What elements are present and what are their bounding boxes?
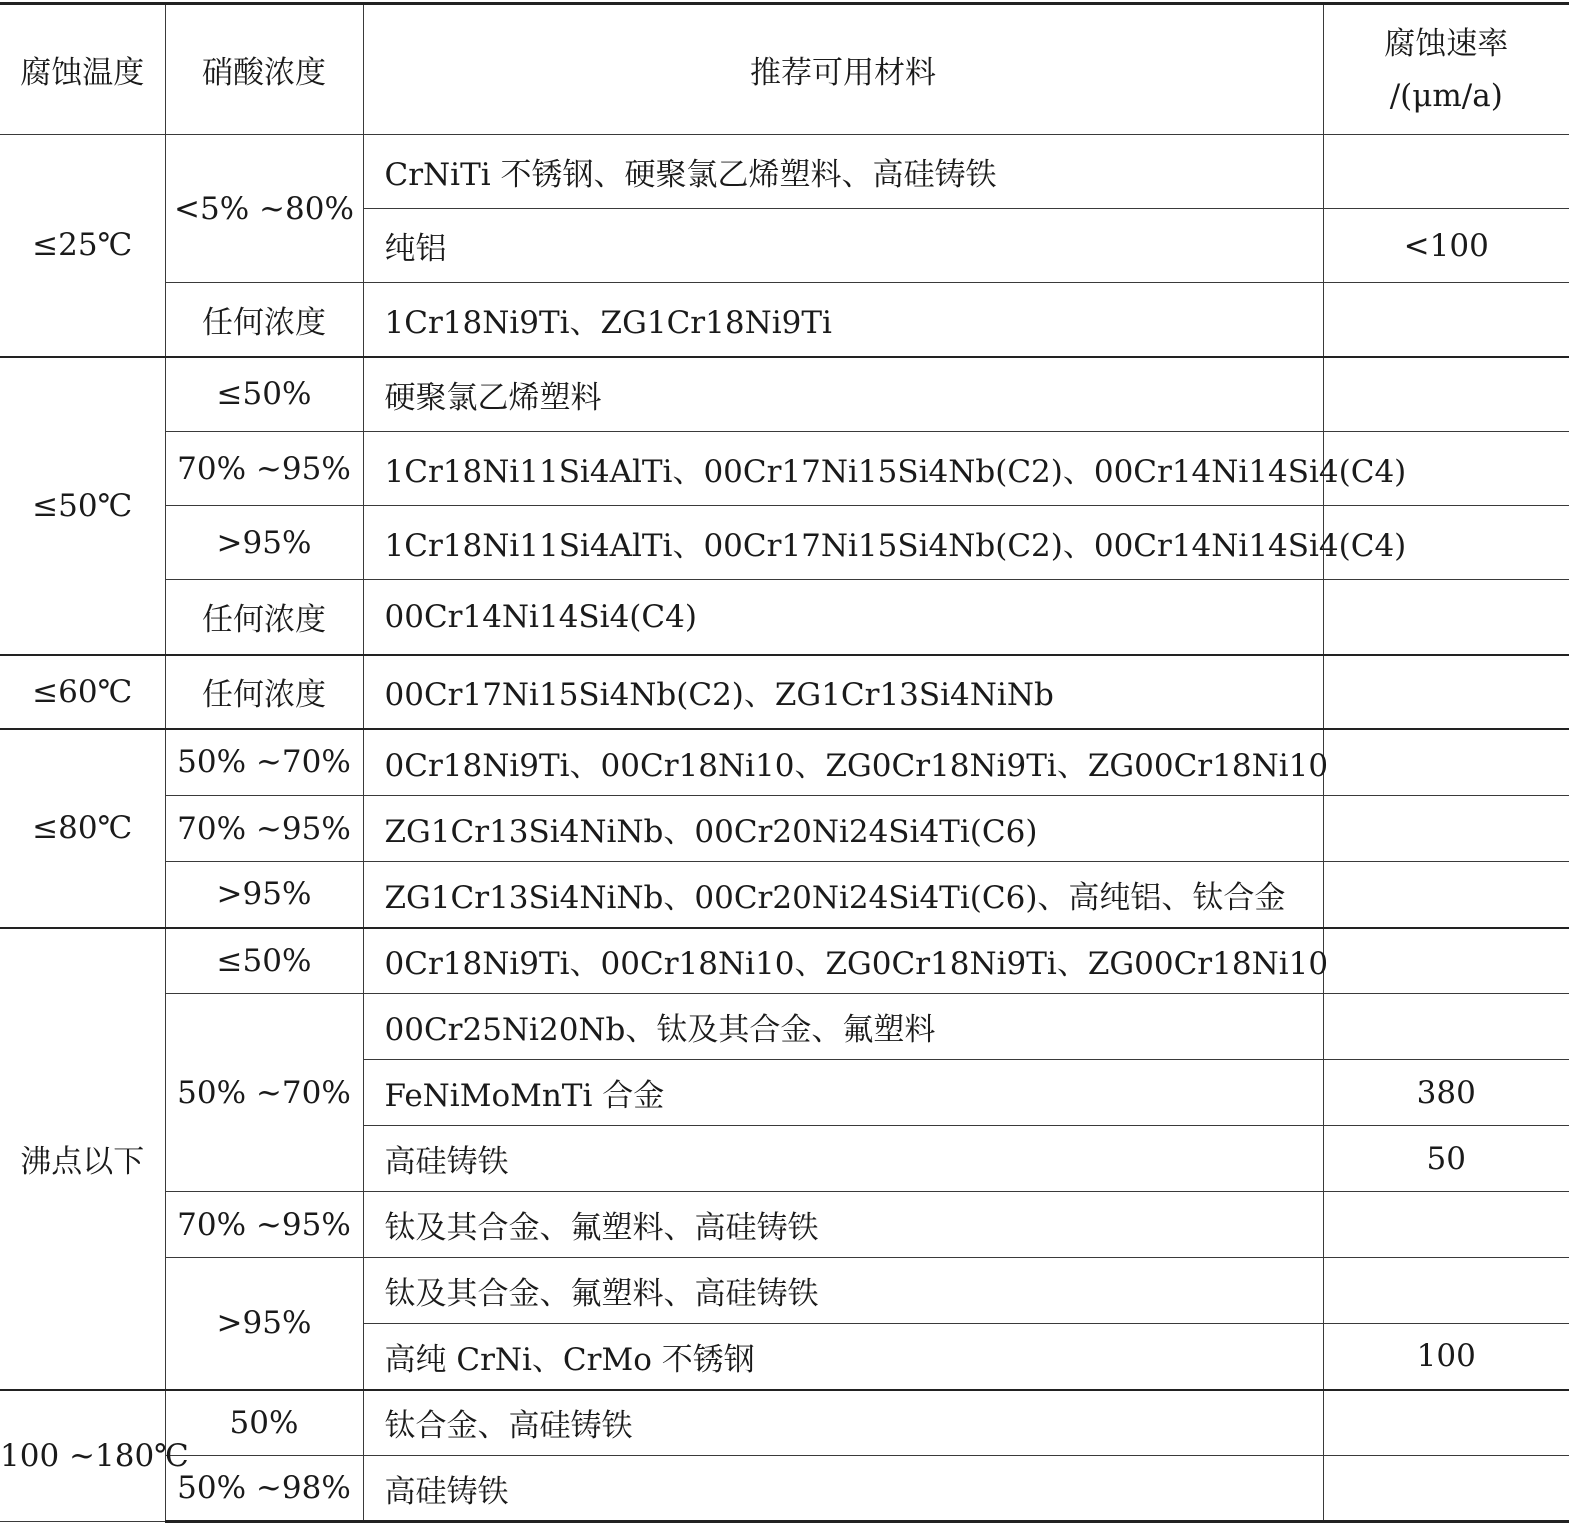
material-cell: 钛及其合金、氟塑料、高硅铸铁	[363, 1258, 1323, 1324]
concentration-cell: >95%	[165, 506, 363, 580]
rate-cell	[1323, 796, 1569, 862]
concentration-cell: 任何浓度	[165, 580, 363, 655]
temperature-cell: ≤80℃	[0, 729, 165, 928]
header-temperature: 腐蚀温度	[0, 4, 165, 135]
table-row	[0, 655, 1569, 729]
material-cell: 高纯 CrNi、CrMo 不锈钢	[363, 1324, 1323, 1390]
material-cell: FeNiMoMnTi 合金	[363, 1060, 1323, 1126]
material-cell: 0Cr18Ni9Ti、00Cr18Ni10、ZG0Cr18Ni9Ti、ZG00Cr18Ni10	[363, 729, 1323, 796]
header-concentration: 硝酸浓度	[165, 4, 363, 135]
table-row	[0, 729, 1569, 796]
concentration-cell: <5% ~80%	[165, 135, 363, 283]
concentration-cell: 任何浓度	[165, 655, 363, 729]
concentration-cell: 任何浓度	[165, 283, 363, 357]
rate-cell	[1323, 862, 1569, 928]
material-cell: 钛及其合金、氟塑料、高硅铸铁	[363, 1192, 1323, 1258]
rate-cell: <100	[1323, 209, 1569, 283]
concentration-cell: >95%	[165, 862, 363, 928]
material-cell: ZG1Cr13Si4NiNb、00Cr20Ni24Si4Ti(C6)、高纯铝、钛合金	[363, 862, 1323, 928]
header-rate-line1: 腐蚀速率	[1384, 25, 1509, 62]
table-row	[0, 1456, 1569, 1522]
material-cell: 高硅铸铁	[363, 1456, 1323, 1522]
table-row	[0, 135, 1569, 209]
material-cell: 00Cr17Ni15Si4Nb(C2)、ZG1Cr13Si4NiNb	[363, 655, 1323, 729]
temperature-cell: ≤25℃	[0, 135, 165, 357]
rate-cell: 380	[1323, 1060, 1569, 1126]
table-row	[0, 506, 1569, 580]
rate-cell	[1323, 357, 1569, 432]
rate-cell	[1323, 1390, 1569, 1456]
material-cell: 高硅铸铁	[363, 1126, 1323, 1192]
rate-cell: 100	[1323, 1324, 1569, 1390]
concentration-cell: 50% ~98%	[165, 1456, 363, 1522]
rate-cell	[1323, 283, 1569, 357]
rate-cell	[1323, 135, 1569, 209]
table-row	[0, 1258, 1569, 1324]
table-row	[0, 580, 1569, 655]
concentration-cell: ≤50%	[165, 928, 363, 994]
table-row	[0, 283, 1569, 357]
concentration-cell: 50% ~70%	[165, 729, 363, 796]
table-row	[0, 432, 1569, 506]
concentration-cell: ≤50%	[165, 357, 363, 432]
rate-cell: 50	[1323, 1126, 1569, 1192]
material-cell: 1Cr18Ni11Si4AlTi、00Cr17Ni15Si4Nb(C2)、00Cr14Ni14Si4(C4)	[363, 506, 1323, 580]
rate-cell	[1323, 928, 1569, 994]
table-row	[0, 994, 1569, 1060]
temperature-cell: ≤50℃	[0, 357, 165, 655]
concentration-cell: 70% ~95%	[165, 1192, 363, 1258]
table-row	[0, 862, 1569, 928]
material-cell: 0Cr18Ni9Ti、00Cr18Ni10、ZG0Cr18Ni9Ti、ZG00Cr18Ni10	[363, 928, 1323, 994]
concentration-cell: 50% ~70%	[165, 994, 363, 1192]
table-row	[0, 796, 1569, 862]
table-row	[0, 357, 1569, 432]
temperature-cell: ≤60℃	[0, 655, 165, 729]
table-row	[0, 928, 1569, 994]
material-cell: 00Cr14Ni14Si4(C4)	[363, 580, 1323, 655]
material-cell: 00Cr25Ni20Nb、钛及其合金、氟塑料	[363, 994, 1323, 1060]
header-materials: 推荐可用材料	[363, 4, 1323, 135]
material-cell: 纯铝	[363, 209, 1323, 283]
concentration-cell: 70% ~95%	[165, 796, 363, 862]
material-cell: 钛合金、高硅铸铁	[363, 1390, 1323, 1456]
rate-cell	[1323, 729, 1569, 796]
table-row	[0, 1192, 1569, 1258]
material-cell: ZG1Cr13Si4NiNb、00Cr20Ni24Si4Ti(C6)	[363, 796, 1323, 862]
rate-cell	[1323, 1258, 1569, 1324]
material-cell: 1Cr18Ni9Ti、ZG1Cr18Ni9Ti	[363, 283, 1323, 357]
rate-cell	[1323, 655, 1569, 729]
concentration-cell: 50%	[165, 1390, 363, 1456]
table-row	[0, 1390, 1569, 1456]
header-row	[0, 4, 1569, 135]
rate-cell	[1323, 994, 1569, 1060]
temperature-cell: 沸点以下	[0, 928, 165, 1390]
material-cell: CrNiTi 不锈钢、硬聚氯乙烯塑料、高硅铸铁	[363, 135, 1323, 209]
concentration-cell: 70% ~95%	[165, 432, 363, 506]
concentration-cell: >95%	[165, 1258, 363, 1390]
rate-cell	[1323, 1456, 1569, 1522]
material-cell: 硬聚氯乙烯塑料	[363, 357, 1323, 432]
material-cell: 1Cr18Ni11Si4AlTi、00Cr17Ni15Si4Nb(C2)、00Cr14Ni14Si4(C4)	[363, 432, 1323, 506]
header-rate-line2: /(μm/a)	[1389, 77, 1503, 114]
nitric-acid-materials-table	[0, 2, 1569, 1523]
rate-cell	[1323, 580, 1569, 655]
rate-cell	[1323, 1192, 1569, 1258]
temperature-cell: 100 ~180℃	[0, 1390, 165, 1522]
header-rate	[1323, 4, 1569, 135]
